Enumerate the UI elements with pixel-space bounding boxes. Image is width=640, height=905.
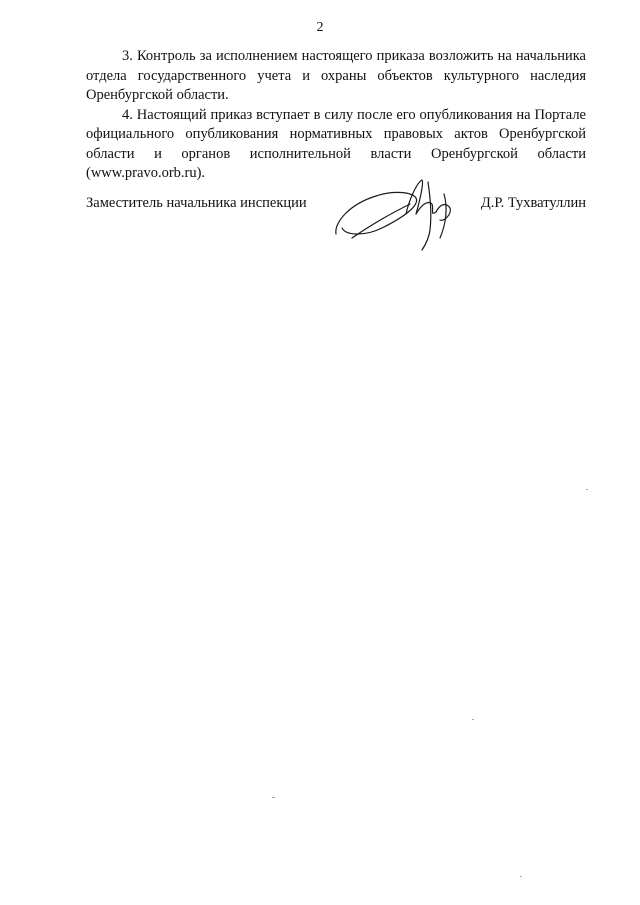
scan-artifact	[520, 876, 522, 877]
page-number: 2	[316, 20, 324, 35]
handwritten-signature	[332, 174, 462, 260]
scan-artifact	[472, 719, 474, 720]
paragraph-item-3: 3. Контроль за исполнением настоящего приказа возложить на начальника отдела государственного учета и охраны объектов культурного наследия Оренбургской области.	[86, 48, 586, 103]
signature-block	[86, 194, 586, 264]
signer-name: Д.Р. Тухватуллин	[480, 195, 586, 211]
paragraph-item-4: 4. Настоящий приказ вступает в силу после его опубликования на Портале официального опубликования нормативных правовых актов Оренбургской области и органов исполнительной власти Оренбургской области (www.pravo.orb.ru).	[86, 106, 586, 181]
scan-artifact	[586, 489, 588, 490]
signer-title: Заместитель начальника инспекции	[86, 195, 307, 211]
document-body	[86, 47, 586, 184]
scan-artifact	[272, 797, 275, 798]
